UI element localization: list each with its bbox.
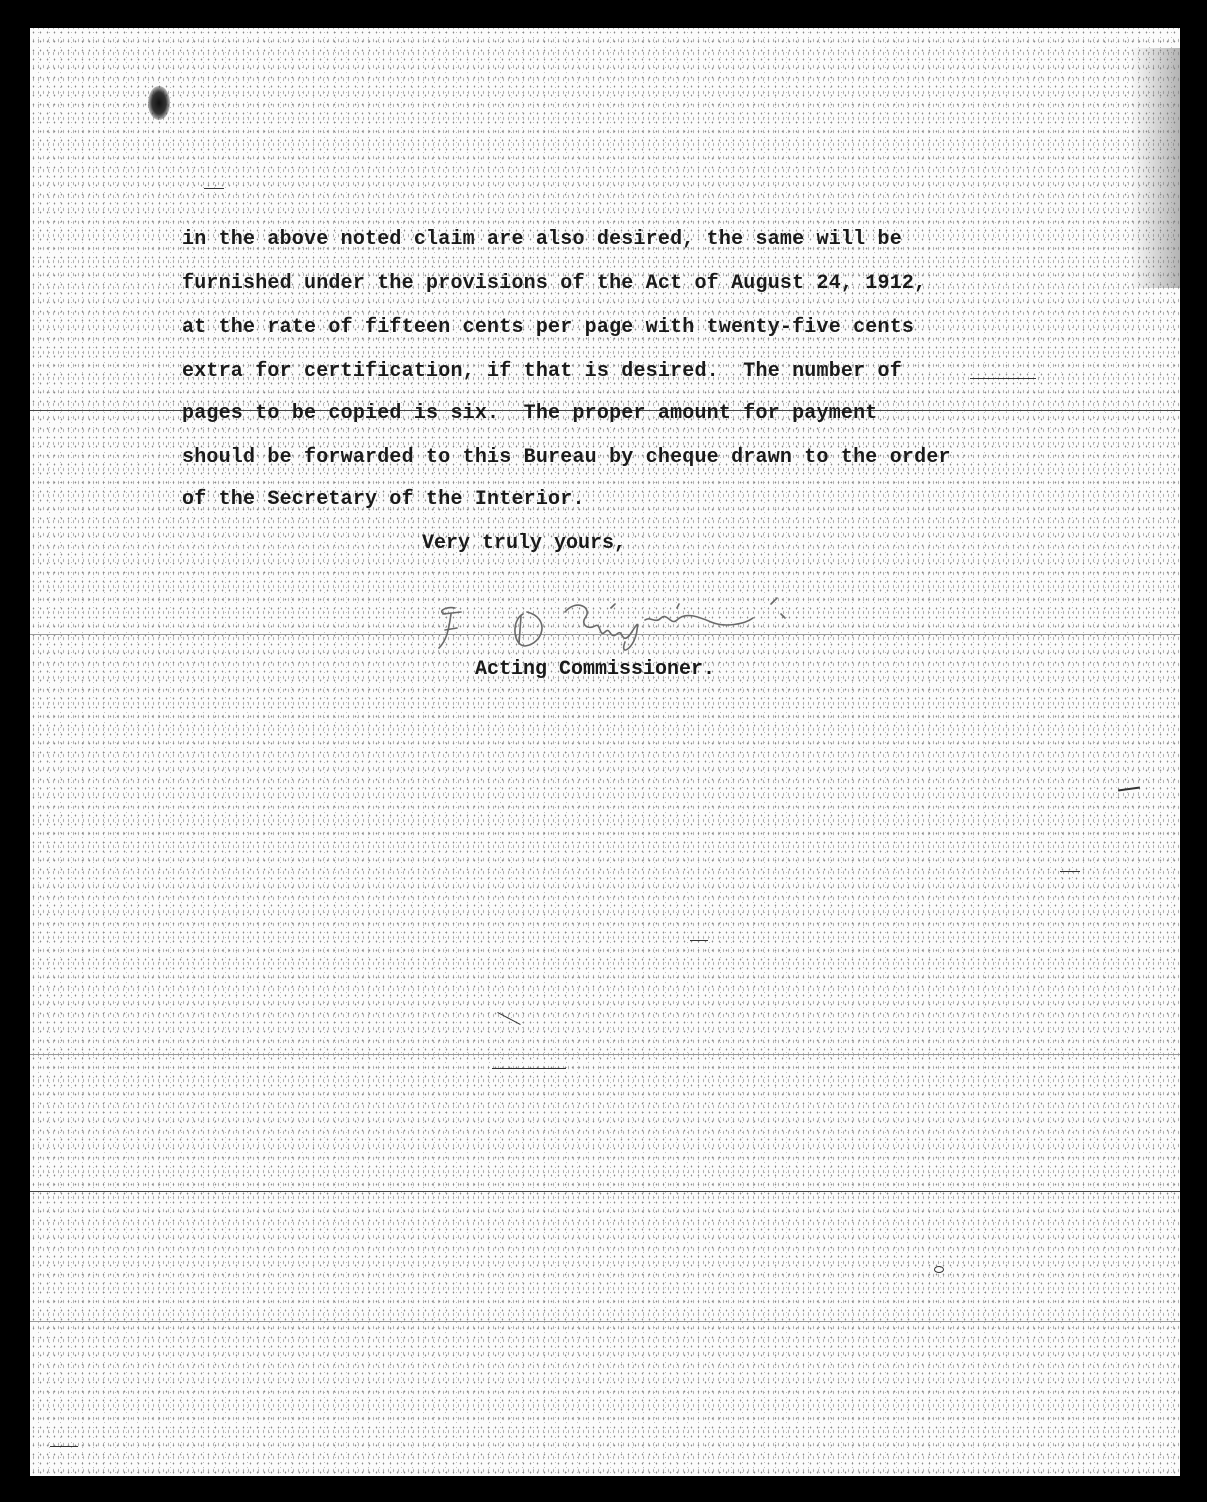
letter-page [30,28,1180,1476]
body-line: should be forwarded to this Bureau by cheque drawn to the order [182,446,951,469]
fold-line-lower [30,1191,1180,1192]
handwritten-signature [415,568,825,658]
body-line: of the Secretary of the Interior. [182,488,585,511]
body-line: in the above noted claim are also desired, the same will be [182,228,902,251]
scan-artifact [970,378,1036,379]
scan-artifact [1060,871,1080,872]
scan-artifact [50,1446,78,1447]
complimentary-close: Very truly yours, [422,532,627,555]
scan-artifact [204,188,224,189]
page-edge-shadow [1130,48,1180,288]
scan-artifact [690,940,708,941]
body-line: furnished under the provisions of the Act of August 24, 1912, [182,272,927,295]
body-line: extra for certification, if that is desired. The number of [182,360,902,383]
fold-line-bottom [30,1321,1180,1322]
body-line: pages to be copied is six. The proper amount for payment [182,402,878,425]
body-line: at the rate of fifteen cents per page with twenty-five cents [182,316,915,339]
signer-title: Acting Commissioner. [475,658,716,681]
scan-artifact [1118,786,1140,791]
scan-artifact [492,1068,566,1069]
fold-line-middle [30,1054,1180,1055]
ink-smudge [148,86,170,120]
scan-artifact [934,1266,944,1273]
scan-artifact [497,1012,520,1025]
